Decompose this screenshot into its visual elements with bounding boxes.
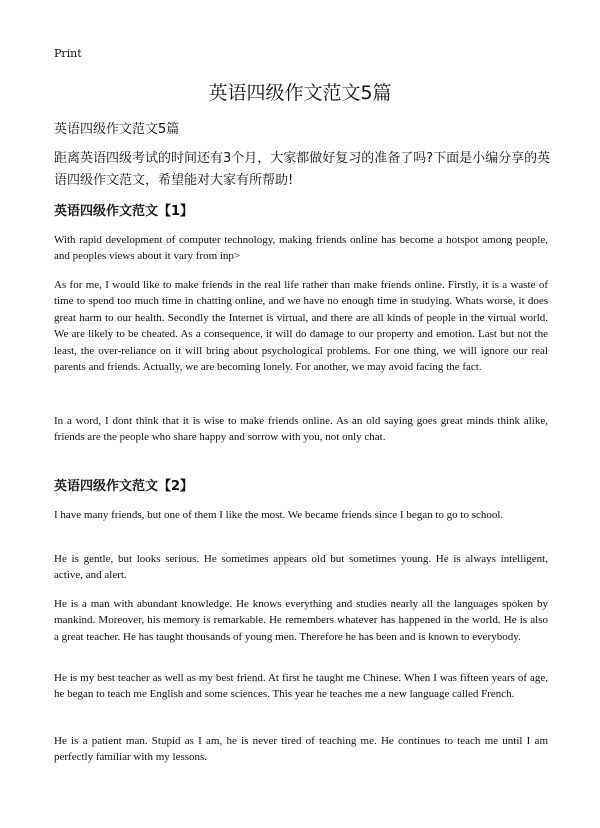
section-heading-1: 英语四级作文范文【1】 xyxy=(54,204,194,219)
section-2-paragraph-5: He is a patient man. Stupid as I am, he is never tired of teaching me. He continues to teach me until I am perfectly familiar with my lessons. xyxy=(54,735,548,764)
section-heading-2: 英语四级作文范文【2】 xyxy=(54,479,194,494)
section-2-paragraph-2: He is gentle, but looks serious. He sometimes appears old but sometimes young. He is always intelligent, active, and alert. xyxy=(54,553,548,582)
print-label[interactable]: Print xyxy=(54,47,82,60)
section-2-paragraph-3: He is a man with abundant knowledge. He knows everything and studies nearly all the languages spoken by mankind. Moreover, his memory is remarkable. He remembers whatever has happened in the world. He is also a great teacher. He has taught thousands of young men. Therefore he has been and is known to everybody. xyxy=(54,598,548,643)
section-1-paragraph-3: In a word, I dont think that it is wise to make friends online. As an old saying goes great minds think alike, friends are the people who share happy and sorrow with you, not only chat. xyxy=(54,415,548,444)
intro-paragraph: 距离英语四级考试的时间还有3个月，大家都做好复习的准备了吗?下面是小编分享的英语四级作文范文，希望能对大家有所帮助! xyxy=(54,151,551,188)
document-subtitle: 英语四级作文范文5篇 xyxy=(54,122,180,137)
section-1-paragraph-1: With rapid development of computer technology, making friends online has become a hotspot among people, and peoples views about it vary from inp> xyxy=(54,234,548,263)
section-2-paragraph-1: I have many friends, but one of them I like the most. We became friends since I began to go to school. xyxy=(54,509,504,521)
section-2-paragraph-4: He is my best teacher as well as my best friend. At first he taught me Chinese. When I was fifteen years of age, he began to teach me English and some sciences. This year he teaches me a new language called French. xyxy=(54,672,548,701)
section-1-paragraph-2: As for me, I would like to make friends in the real life rather than make friends online. Firstly, it is a waste of time to spend too much time in chatting online, and we have no enough time in studying. Whats worse, it does great harm to our health. Secondly the Internet is virtual, and there are all kinds of people in the virtual world. We are likely to be cheated. As a consequence, it will do damage to our property and emotion. Last but not the least, the over-reliance on it will bring about psychological problems. For one thing, we will ignore our real parents and friends. Actually, we are becoming lonely. For another, we may avoid facing the fact. xyxy=(54,279,548,374)
document-title: 英语四级作文范文5篇 xyxy=(208,82,392,104)
